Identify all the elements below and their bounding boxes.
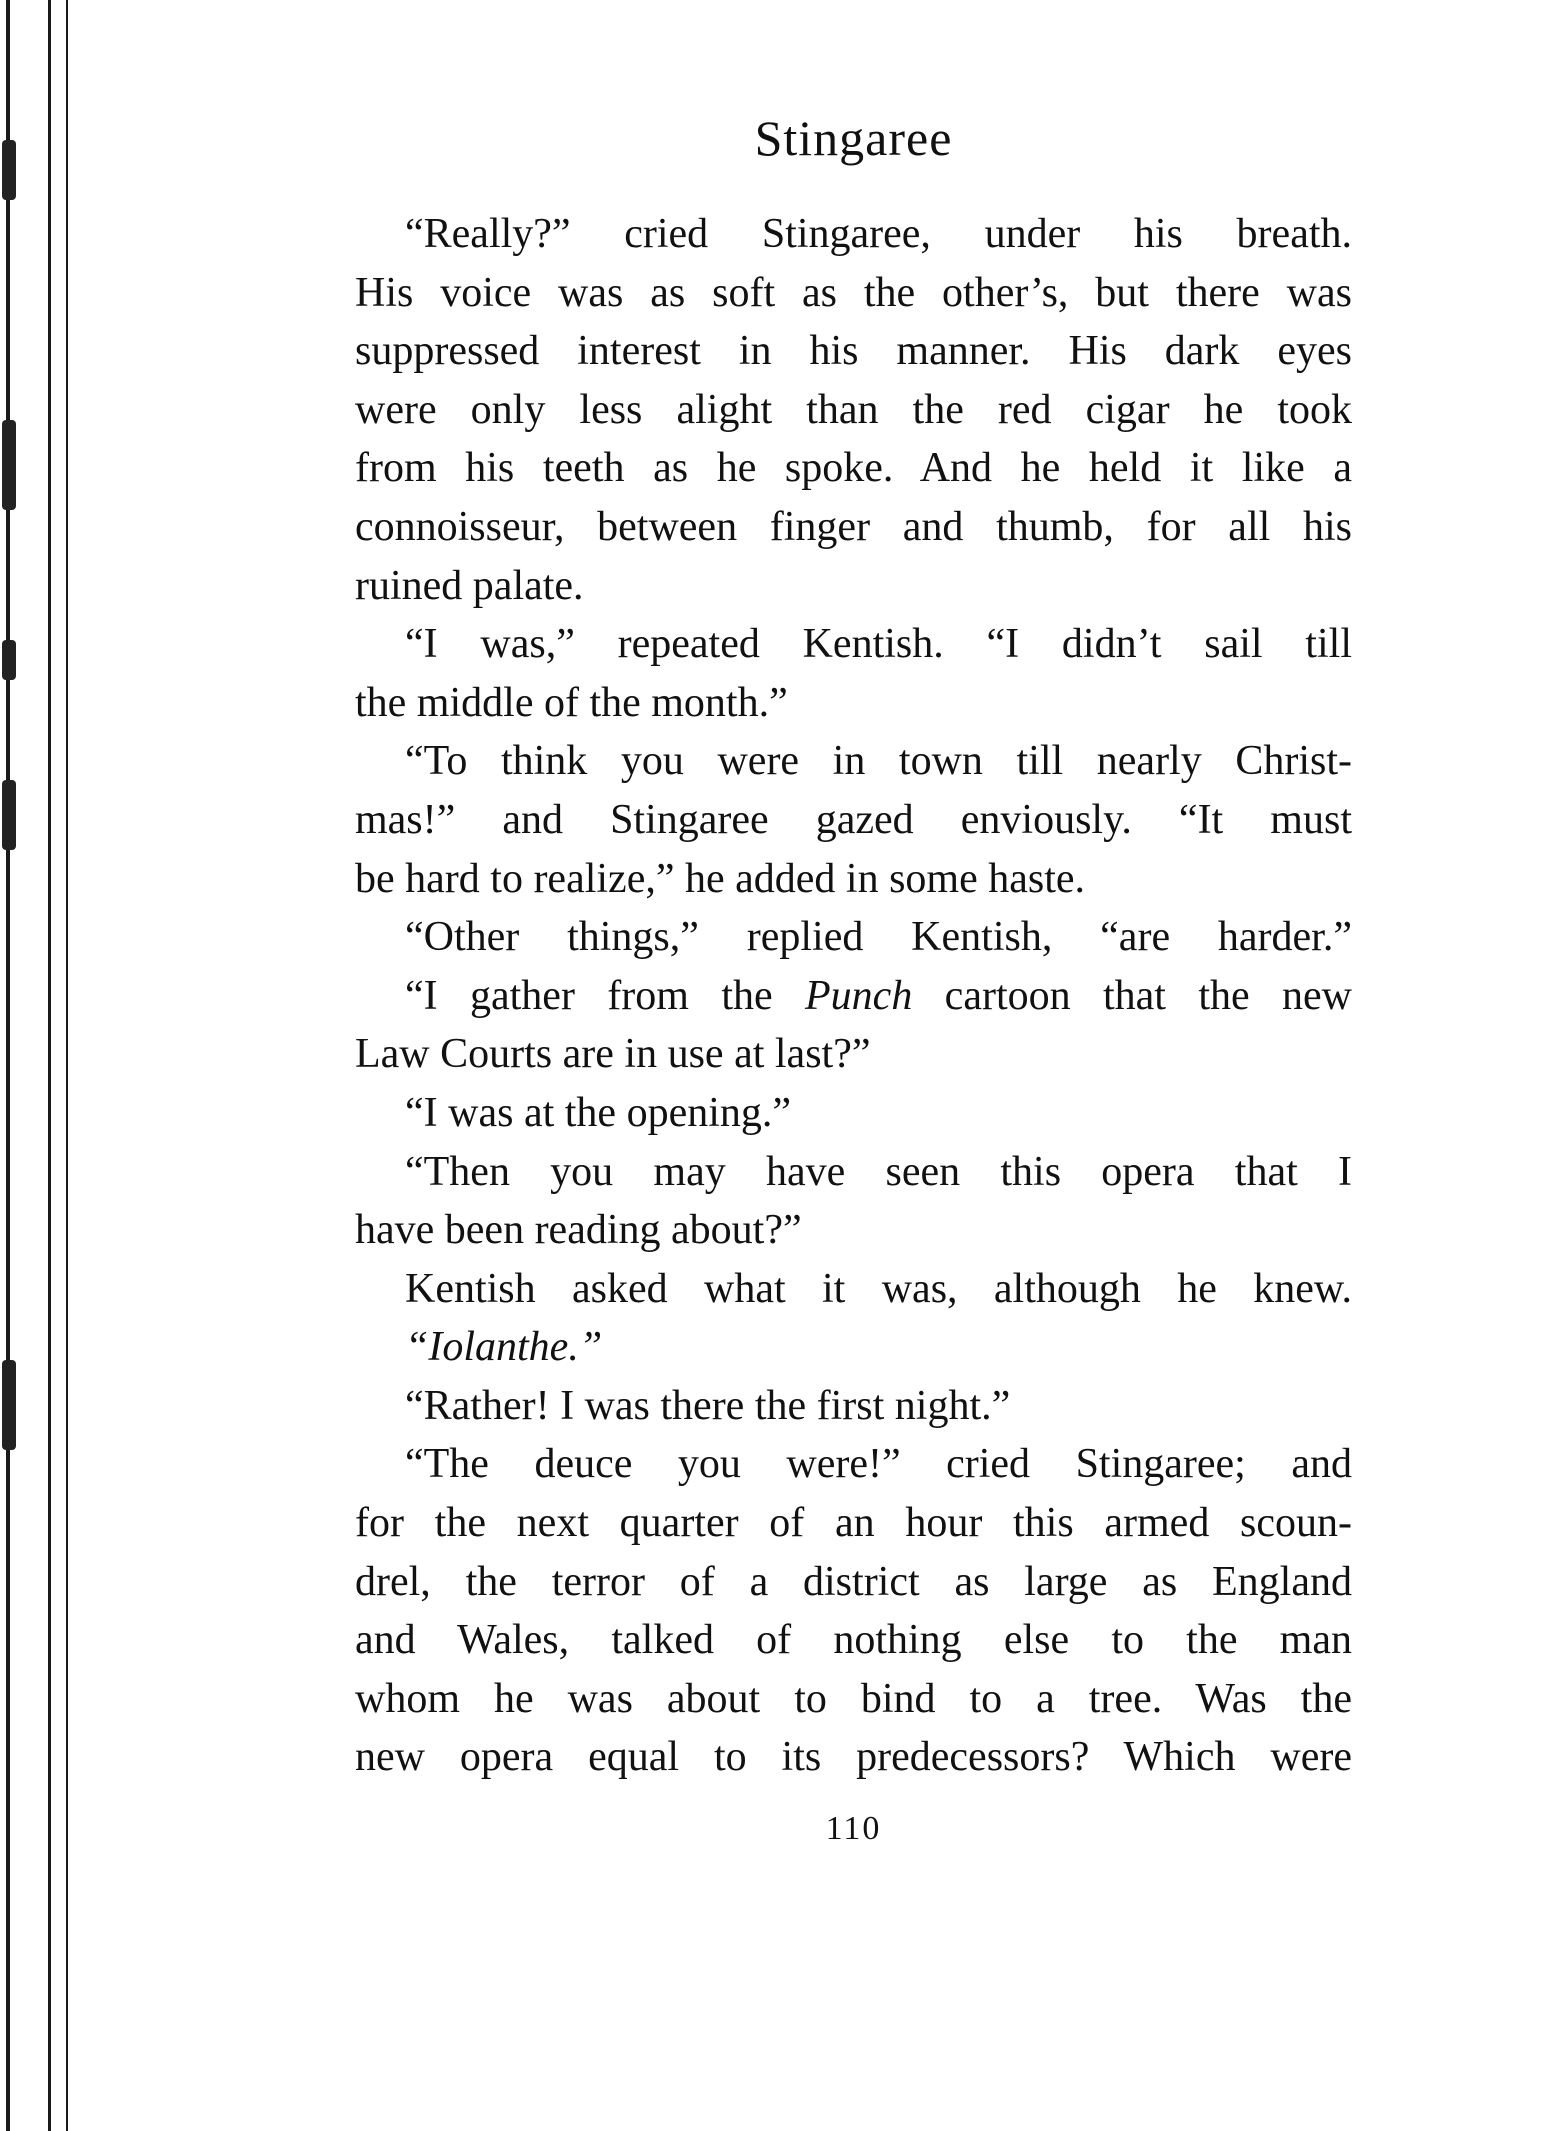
book-binding-edge — [0, 0, 72, 2131]
text-line: be hard to realize,” he added in some haste. — [355, 855, 1086, 902]
page-number: 110 — [825, 1810, 882, 1847]
text-line: “I was at the opening.” — [405, 1089, 792, 1136]
running-head: Stingaree — [754, 110, 953, 166]
binding-smudge — [2, 420, 16, 510]
text-line: have been reading about?” — [355, 1207, 802, 1254]
text-line: “Other things,” replied Kentish, “are harder.” — [405, 914, 1352, 961]
binding-line — [6, 0, 10, 2131]
text-line: the middle of the month.” — [355, 679, 788, 726]
text-line: mas!” and Stingaree gazed enviously. “It must — [355, 796, 1352, 843]
text-line: from his teeth as he spoke. And he held it like a — [355, 445, 1352, 492]
text-line — [355, 967, 1352, 1026]
text-line: His voice was as soft as the other’s, but there was — [355, 269, 1352, 316]
text-line: for the next quarter of an hour this armed scoun- — [355, 1500, 1352, 1547]
text-line: suppressed interest in his manner. His dark eyes — [355, 328, 1352, 375]
text-line: “Then you may have seen this opera that I — [405, 1148, 1352, 1195]
text-line: “To think you were in town till nearly Christ- — [405, 738, 1352, 785]
text-line: “The deuce you were!” cried Stingaree; and — [405, 1441, 1352, 1488]
text-line: were only less alight than the red cigar he took — [355, 386, 1352, 433]
text-line: whom he was about to bind to a tree. Was the — [355, 1675, 1352, 1722]
text-line: new opera equal to its predecessors? Which were — [355, 1734, 1352, 1781]
text-line: “Really?” cried Stingaree, under his breath. — [405, 211, 1352, 257]
text-line: Law Courts are in use at last?” — [355, 1031, 871, 1078]
italic-title: Punch — [805, 972, 913, 1019]
italic-title: “Iolanthe.” — [405, 1324, 603, 1371]
binding-smudge — [2, 1360, 16, 1450]
text-line: Kentish asked what it was, although he knew. — [405, 1265, 1352, 1312]
binding-line — [48, 0, 51, 2131]
body-text — [355, 205, 1352, 1787]
text-segment: cartoon that the new — [912, 972, 1352, 1019]
binding-smudge — [2, 640, 16, 680]
text-segment: “I gather from the — [405, 972, 806, 1019]
binding-smudge — [2, 140, 16, 200]
binding-smudge — [2, 780, 16, 850]
binding-line — [66, 0, 68, 2131]
text-line: drel, the terror of a district as large as England — [355, 1558, 1352, 1605]
text-line — [355, 1318, 1352, 1377]
text-line: “Rather! I was there the first night.” — [405, 1382, 1011, 1429]
text-line: “I was,” repeated Kentish. “I didn’t sail till — [405, 621, 1352, 668]
text-line: ruined palate. — [355, 562, 584, 609]
text-line: connoisseur, between finger and thumb, for all his — [355, 503, 1352, 550]
text-line: and Wales, talked of nothing else to the man — [355, 1617, 1352, 1664]
